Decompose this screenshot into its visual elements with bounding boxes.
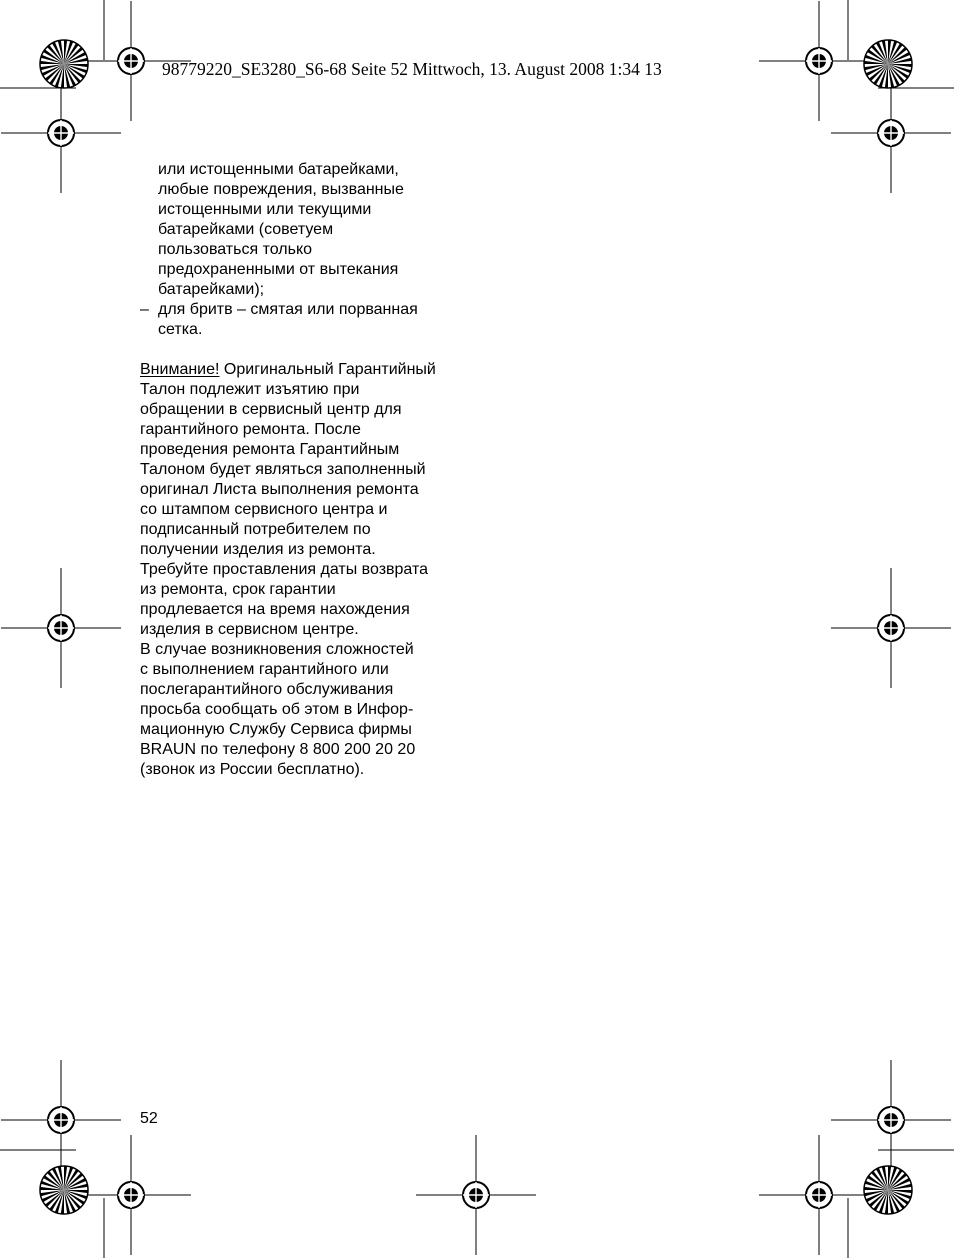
star-target-icon <box>864 1166 912 1214</box>
notice-line: с выполнением гарантийного или <box>140 661 389 678</box>
registration-target-icon <box>759 1 879 121</box>
continuation-line: предохраненными от вытекания <box>158 261 399 278</box>
print-slug-line: 98779220_SE3280_S6-68 Seite 52 Mittwoch, 13. August 2008 1:34 13 <box>162 59 662 79</box>
star-target-icon <box>40 1166 88 1214</box>
registration-target-icon <box>416 1135 536 1255</box>
notice-line: (звонок из России бесплатно). <box>140 761 365 778</box>
registration-target-icon <box>831 568 951 688</box>
notice-line: подписанный потребителем по <box>140 521 371 538</box>
notice-line: Требуйте проставления даты возврата <box>140 561 429 578</box>
notice-line: просьба сообщать об этом в Инфор- <box>140 701 414 718</box>
page-number: 52 <box>140 1110 158 1127</box>
list-dash-marker: – <box>140 301 149 318</box>
continuation-line: батарейками); <box>158 281 265 298</box>
star-target-icon <box>40 40 88 88</box>
registration-target-icon <box>1 568 121 688</box>
registration-target-icon <box>759 1135 879 1255</box>
notice-line: обращении в сервисный центр для <box>140 401 402 418</box>
registration-target-icon <box>1 73 121 193</box>
notice-line: оригинал Листа выполнения ремонта <box>140 481 419 498</box>
warranty-text-block <box>140 160 470 780</box>
list-item-line: для бритв – смятая или порванная <box>158 301 418 318</box>
notice-line: Талон подлежит изъятию при <box>140 381 360 398</box>
notice-line: получении изделия из ремонта. <box>140 541 376 558</box>
continuation-line: пользоваться только <box>158 241 313 258</box>
notice-line: проведения ремонта Гарантийным <box>140 441 400 458</box>
notice-first-line <box>140 360 470 380</box>
notice-line: послегарантийного обслуживания <box>140 681 394 698</box>
notice-line: изделия в сервисном центре. <box>140 621 359 638</box>
continuation-line: или истощенными батарейками, <box>158 161 399 178</box>
continuation-line: истощенными или текущими <box>158 201 372 218</box>
notice-line: В случае возникновения сложностей <box>140 641 414 658</box>
star-target-icon <box>864 40 912 88</box>
notice-line: мационную Службу Сервиса фирмы <box>140 721 412 738</box>
registration-target-icon <box>831 1060 951 1180</box>
list-item-line: сетка. <box>158 321 203 338</box>
notice-line: из ремонта, срок гарантии <box>140 581 336 598</box>
notice-line: BRAUN по телефону 8 800 200 20 20 <box>140 741 416 758</box>
continuation-line: любые повреждения, вызванные <box>158 181 404 198</box>
notice-line: продлевается на время нахождения <box>140 601 410 618</box>
registration-target-icon <box>1 1060 121 1180</box>
notice-label: Внимание! <box>140 361 220 378</box>
notice-first-line-rest: Оригинальный Гарантийный <box>219 361 436 378</box>
paragraph-gap <box>140 340 470 360</box>
notice-line: гарантийного ремонта. После <box>140 421 361 438</box>
registration-target-icon <box>831 73 951 193</box>
continuation-line: батарейками (советуем <box>158 221 334 238</box>
registration-target-icon <box>71 1135 191 1255</box>
list-item-shavers <box>140 300 470 340</box>
notice-line: со штампом сервисного центра и <box>140 501 388 518</box>
notice-line: Талоном будет являться заполненный <box>140 461 426 478</box>
